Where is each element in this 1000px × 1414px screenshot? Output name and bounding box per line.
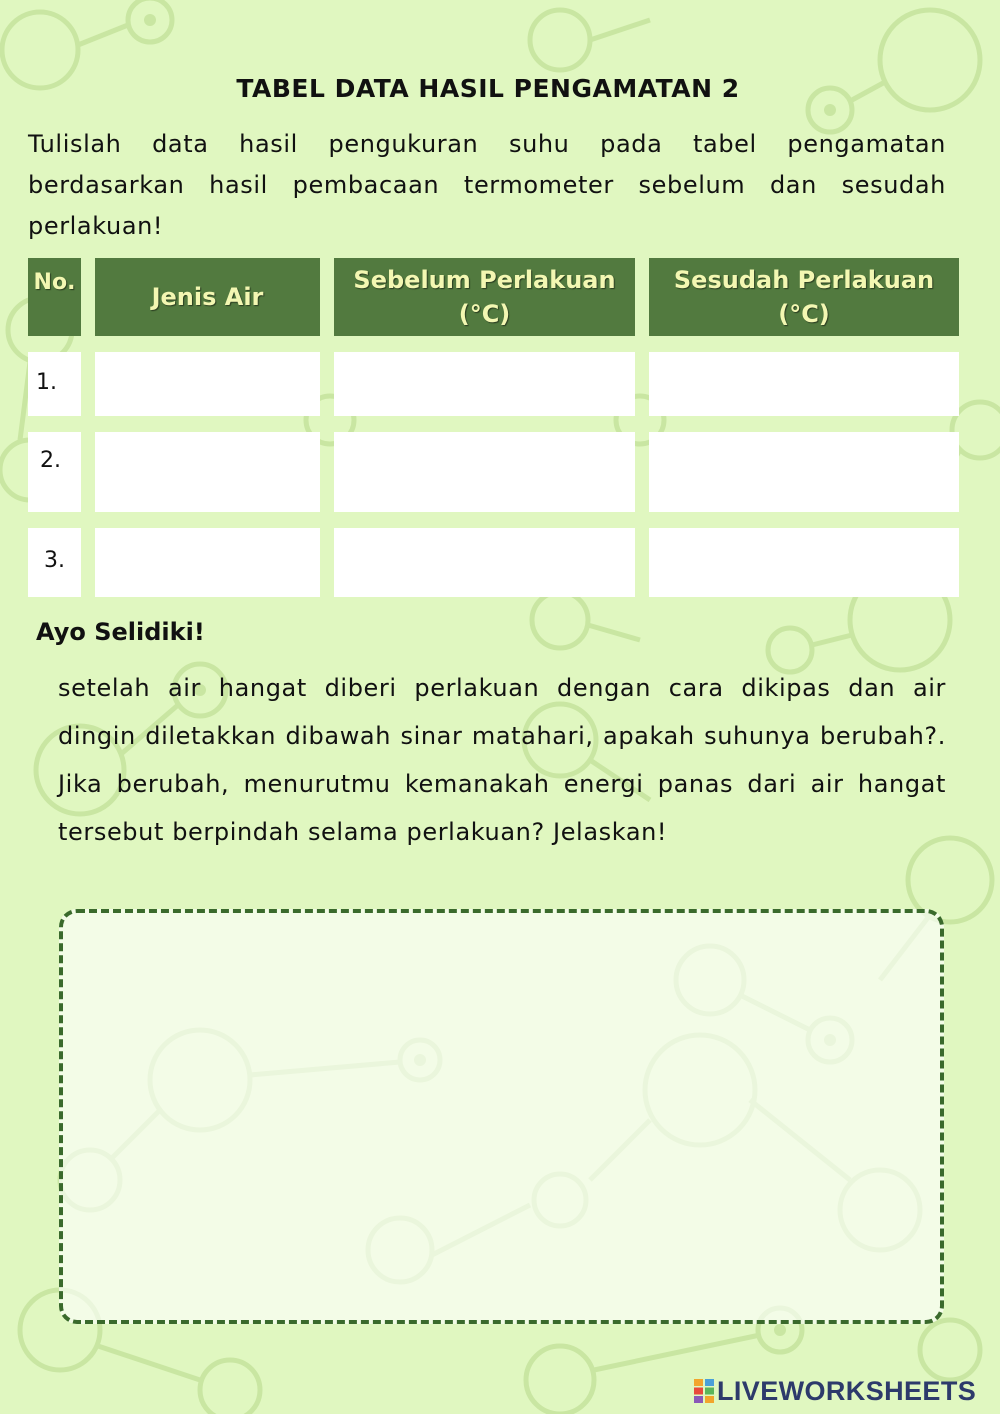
header-no: [28, 258, 81, 336]
question-text: setelah air hangat diberi perlakuan dengan cara dikipas dan air dingin diletakkan dibawah sinar matahari, apakah suhunya berubah?. Jika berubah, menurutmu kemanakah energi panas dari air hangat tersebut berpindah selama perlakuan? Jelaskan!: [58, 674, 946, 846]
row-3-sesudah-input[interactable]: [649, 528, 959, 597]
row-1-sebelum-input[interactable]: [334, 352, 635, 416]
intro-instructions: Tulislah data hasil pengukuran suhu pada tabel pengamatan berdasarkan hasil pembacaan termometer sebelum dan sesudah perlakuan!: [28, 130, 946, 240]
row-2-sebelum-input[interactable]: [334, 432, 635, 512]
row-3-no-cell: [28, 528, 81, 597]
header-sebelum-perlakuan: [334, 258, 635, 336]
row-2-sesudah-input[interactable]: [649, 432, 959, 512]
header-jenis-air: [95, 258, 320, 336]
header-sebelum-line2: (°C): [458, 300, 511, 328]
row-1-number: 1.: [36, 370, 57, 395]
header-sesudah-perlakuan: [649, 258, 959, 336]
row-2-no-cell: [28, 432, 81, 512]
row-2-number: 2.: [40, 448, 61, 473]
header-sebelum-line1: Sebelum Perlakuan: [353, 266, 616, 294]
liveworksheets-logo-icon: [694, 1379, 714, 1403]
row-3-jenis-air-input[interactable]: [95, 528, 320, 597]
header-no-label: No.: [33, 270, 76, 295]
row-1-no-cell: [28, 352, 81, 416]
page-title: TABEL DATA HASIL PENGAMATAN 2: [236, 74, 740, 103]
row-3-number: 3.: [44, 548, 65, 573]
liveworksheets-logo: [694, 1376, 976, 1406]
section-title: Ayo Selidiki!: [36, 618, 205, 646]
answer-textbox[interactable]: [59, 909, 944, 1324]
row-3-sebelum-input[interactable]: [334, 528, 635, 597]
row-2-jenis-air-input[interactable]: [95, 432, 320, 512]
row-1-sesudah-input[interactable]: [649, 352, 959, 416]
row-1-jenis-air-input[interactable]: [95, 352, 320, 416]
liveworksheets-logo-text: LIVEWORKSHEETS: [717, 1375, 977, 1406]
header-sesudah-line2: (°C): [778, 300, 830, 328]
header-jenis-air-label: Jenis Air: [151, 283, 264, 311]
header-sesudah-line1: Sesudah Perlakuan: [673, 266, 935, 294]
